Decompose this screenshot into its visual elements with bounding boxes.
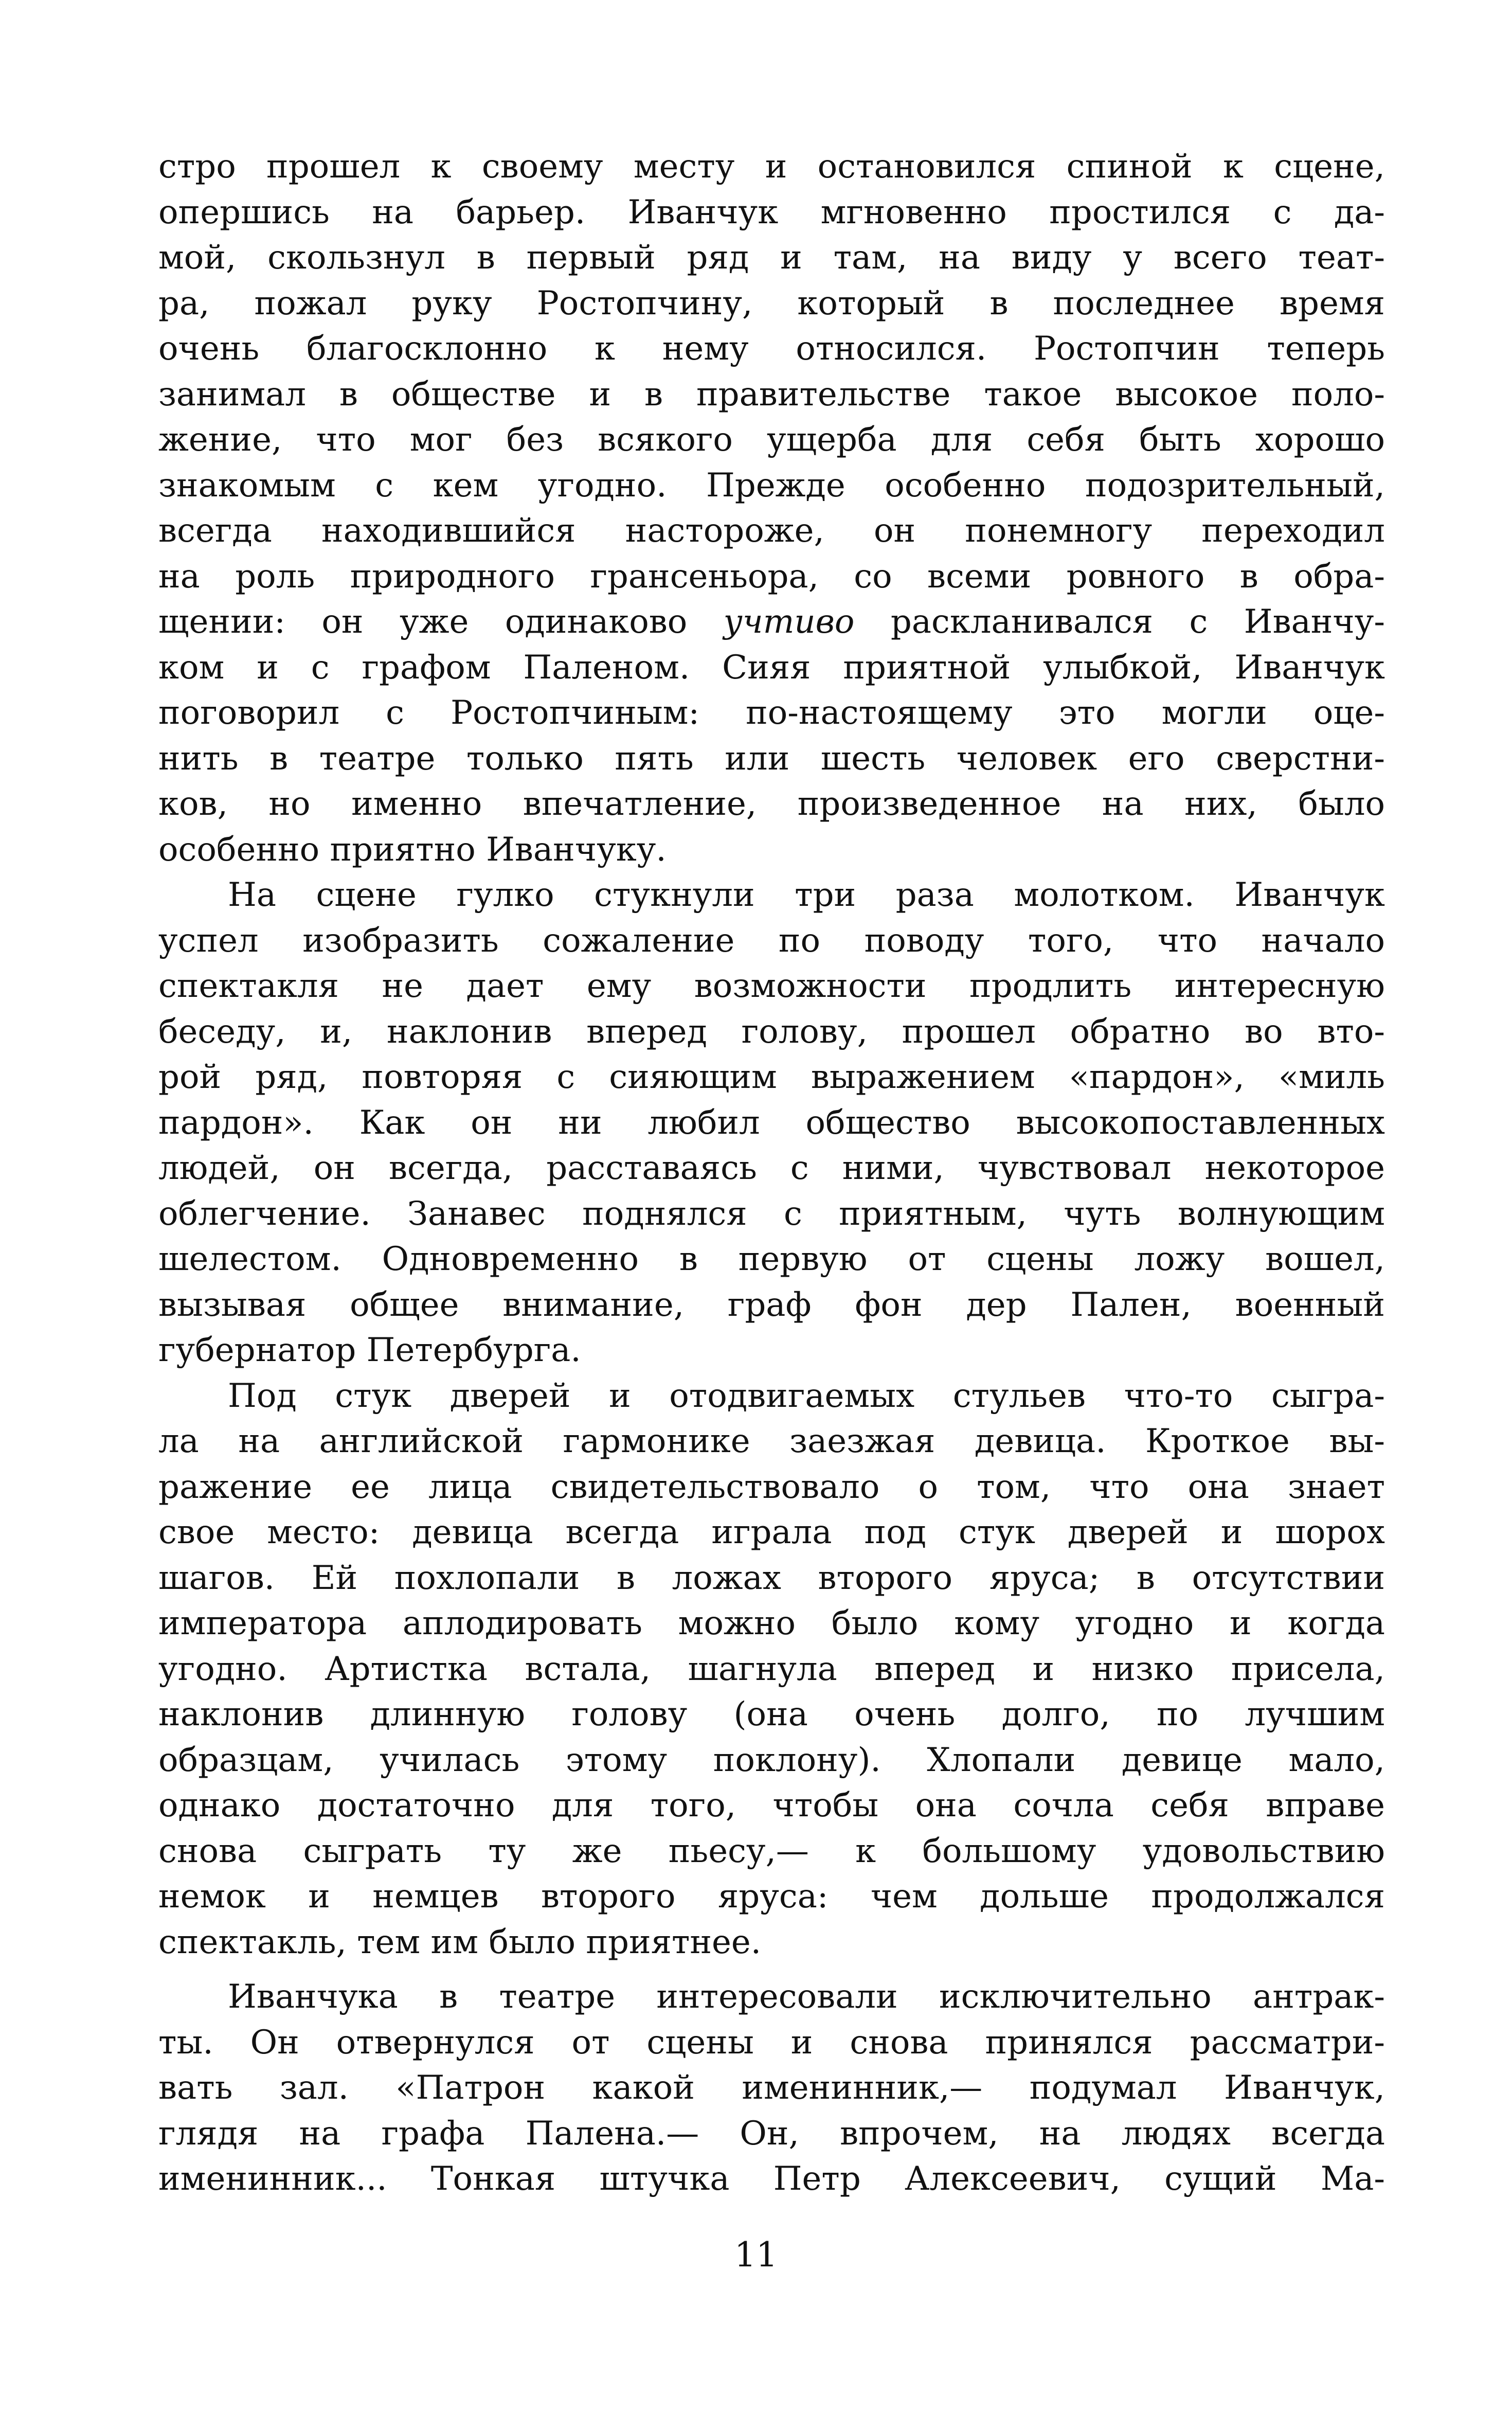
text-line: поговорил с Ростопчиным: по-настоящему это могли оце- [158,694,1385,732]
text-fragment: раскланивался с Иванчу- [890,603,1385,641]
text-line: именинник... Тонкая штучка Петр Алексеевич, сущий Ма- [158,2160,1385,2198]
text-line: спектакля не дает ему возможности продлить интересную [158,967,1385,1005]
text-line: глядя на графа Палена.— Он, впрочем, на людях всегда [158,2114,1385,2153]
text-line: ков, но именно впечатление, произведенное на них, было [158,785,1385,823]
text-line: успел изобразить сожаление по поводу того, что начало [158,921,1385,960]
paragraph-4 [158,1974,1385,2202]
book-page-text [158,144,1385,2202]
text-line: ла на английской гармонике заезжая девица. Кроткое вы- [158,1422,1385,1460]
text-line: беседу, и, наклонив вперед голову, прошел обратно во вто- [158,1012,1385,1051]
text-line: Под стук дверей и отодвигаемых стульев что-то сыгра- [228,1376,1385,1415]
text-line: пардон». Как он ни любил общество высокопоставленных [158,1103,1385,1142]
text-fragment: щении: он уже одинаково [158,603,688,641]
text-line: людей, он всегда, расставаясь с ними, чувствовал некоторое [158,1149,1385,1187]
paragraph-2 [158,872,1385,1373]
text-line: шелестом. Одновременно в первую от сцены ложу вошел, [158,1240,1385,1278]
text-line: опершись на барьер. Иванчук мгновенно простился с да- [158,193,1385,231]
text-line: стро прошел к своему месту и остановился спиной к сцене, [158,148,1385,186]
text-line: ты. Он отвернулся от сцены и снова принялся рассматри- [158,2023,1385,2062]
text-line: свое место: девица всегда играла под стук дверей и шорох [158,1513,1385,1551]
italic-word: учтиво [723,603,855,641]
text-line-with-italic [158,599,1385,645]
text-line: занимал в обществе и в правительстве такое высокое поло- [158,375,1385,414]
text-line: всегда находившийся настороже, он понемногу переходил [158,512,1385,550]
text-line: ра, пожал руку Ростопчину, который в последнее время [158,284,1385,323]
text-line: однако достаточно для того, чтобы она сочла себя вправе [158,1786,1385,1825]
text-line: облегчение. Занавес поднялся с приятным, чуть волнующим [158,1194,1385,1233]
paragraph-spacer [158,1965,1385,1974]
page-number: 11 [734,2235,778,2275]
text-line: немок и немцев второго яруса: чем дольше продолжался [158,1877,1385,1916]
text-line: рой ряд, повторяя с сияющим выражением «пардон», «миль [158,1058,1385,1096]
text-line: спектакль, тем им было приятнее. [158,1923,762,1961]
text-line: вать зал. «Патрон какой именинник,— подумал Иванчук, [158,2069,1385,2107]
text-line: ражение ее лица свидетельствовало о том, что она знает [158,1468,1385,1506]
text-line: шагов. Ей похлопали в ложах второго яруса; в отсутствии [158,1559,1385,1597]
text-line: вызывая общее внимание, граф фон дер Пален, военный [158,1285,1385,1324]
paragraph-1 [158,144,1385,872]
text-line: ком и с графом Паленом. Сияя приятной улыбкой, Иванчук [158,648,1385,687]
text-line: губернатор Петербурга. [158,1331,581,1369]
text-line: жение, что мог без всякого ущерба для себя быть хорошо [158,421,1385,459]
text-line: нить в театре только пять или шесть человек его сверстни- [158,739,1385,778]
text-line: мой, скользнул в первый ряд и там, на виду у всего теат- [158,239,1385,277]
text-line: На сцене гулко стукнули три раза молотком. Иванчук [228,876,1385,914]
text-line: снова сыграть ту же пьесу,— к большому удовольствию [158,1832,1385,1870]
text-line: императора аплодировать можно было кому угодно и когда [158,1604,1385,1642]
text-line: Иванчука в театре интересовали исключительно антрак- [228,1978,1385,2016]
text-line: образцам, училась этому поклону). Хлопали девице мало, [158,1741,1385,1779]
text-line: наклонив длинную голову (она очень долго, по лучшим [158,1695,1385,1733]
paragraph-3 [158,1373,1385,1965]
text-line: знакомым с кем угодно. Прежде особенно подозрительный, [158,466,1385,505]
text-line: очень благосклонно к нему относился. Ростопчин теперь [158,330,1385,368]
text-line: угодно. Артистка встала, шагнула вперед и низко присела, [158,1650,1385,1688]
text-line: особенно приятно Иванчуку. [158,830,667,869]
text-line: на роль природного грансеньора, со всеми ровного в обра- [158,557,1385,596]
